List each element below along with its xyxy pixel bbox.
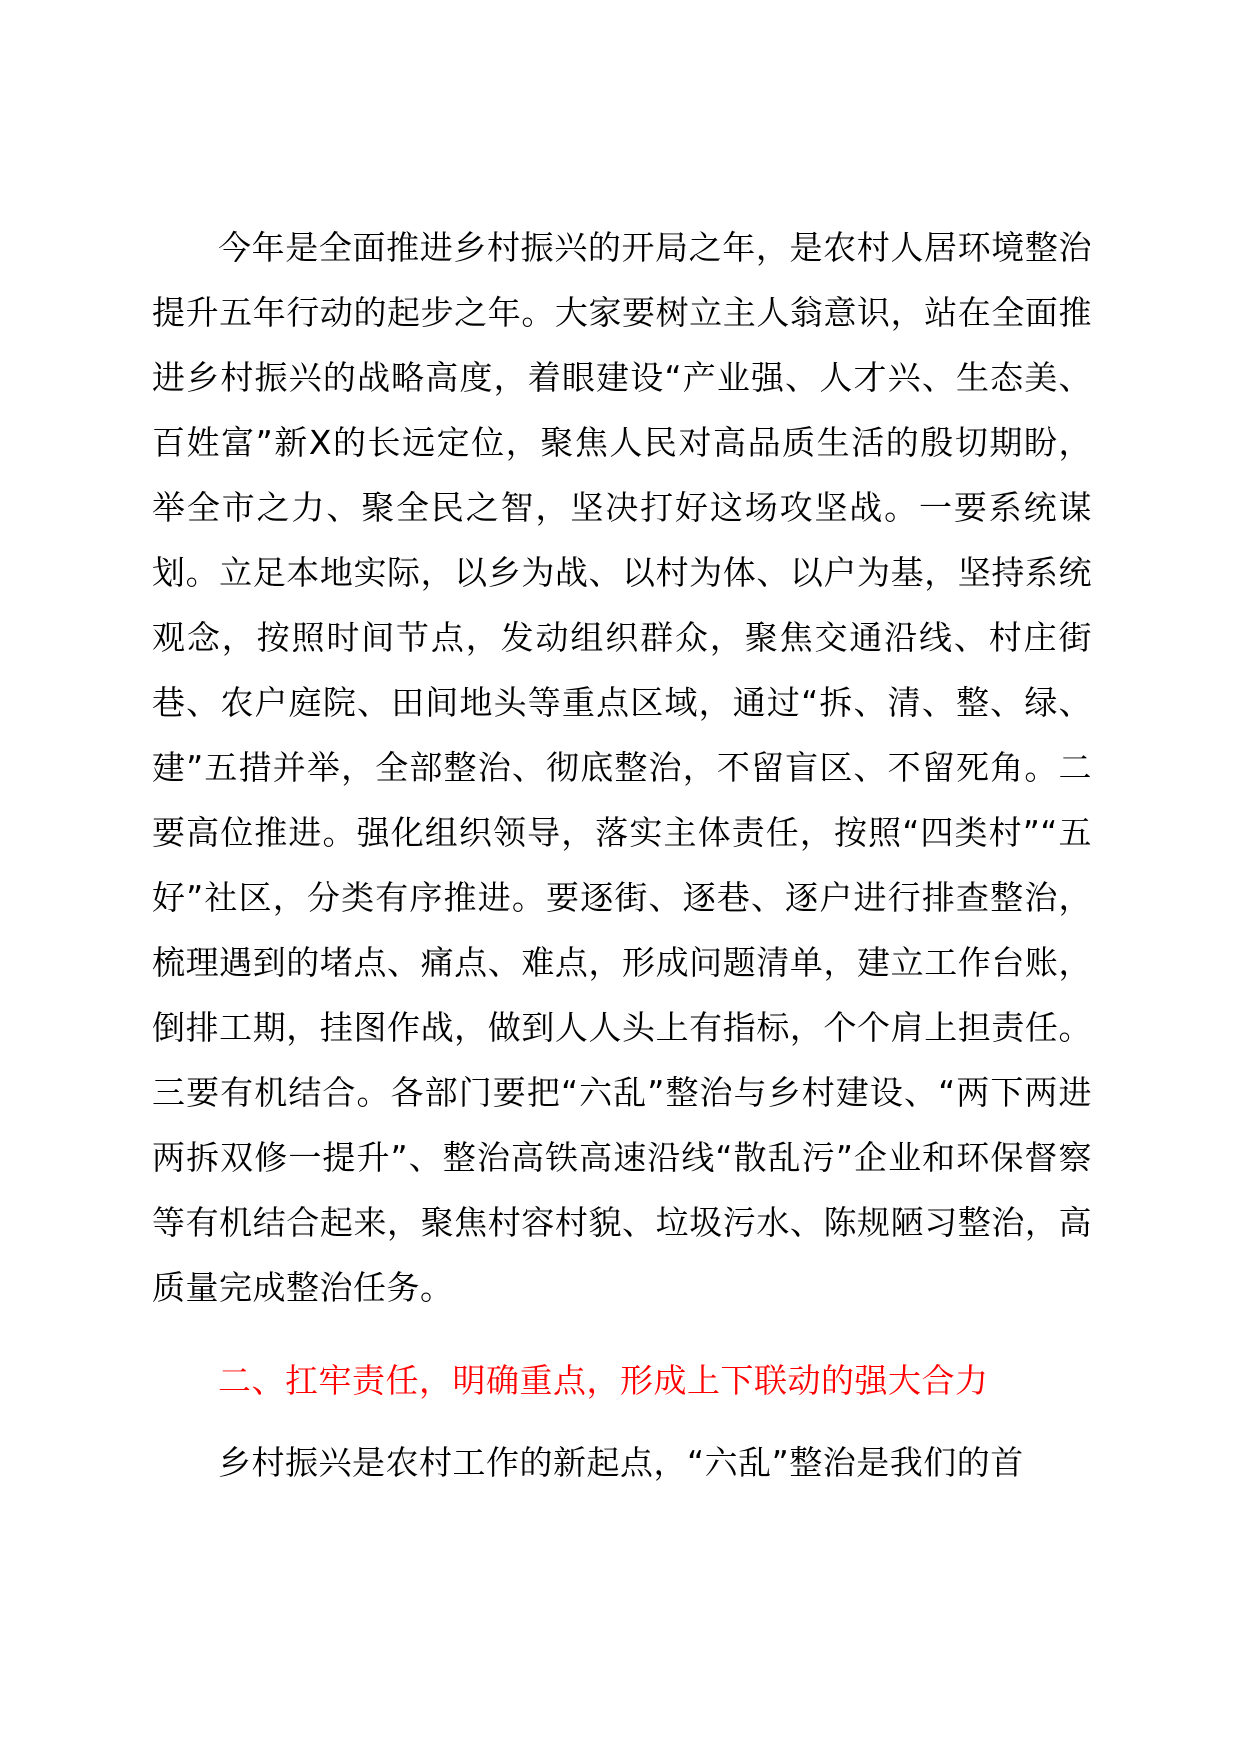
body-paragraph-2: 乡村振兴是农村工作的新起点，“六乱”整治是我们的首	[218, 1443, 1024, 1482]
body-paragraph-1: 今年是全面推进乡村振兴的开局之年，是农村人居环境整治提升五年行动的起步之年。大家要树立主人翁意识，站在全面推进乡村振兴的战略高度，着眼建设“产业强、人才兴、生态美、百姓富”新X的长远定位，聚焦人民对高品质生活的殷切期盼，举全市之力、聚全民之智，坚决打好这场攻坚战。一要系统谋划。立足本地实际，以乡为战、以村为体、以户为基，坚持系统观念，按照时间节点，发动组织群众，聚焦交通沿线、村庄街巷、农户庭院、田间地头等重点区域，通过“拆、清、整、绿、建”五措并举，全部整治、彻底整治，不留盲区、不留死角。二要高位推进。强化组织领导，落实主体责任，按照“四类村”“五好”社区，分类有序推进。要逐街、逐巷、逐户进行排查整治，梳理遇到的堵点、痛点、难点，形成问题清单，建立工作台账，倒排工期，挂图作战，做到人人头上有指标，个个肩上担责任。三要有机结合。各部门要把“六乱”整治与乡村建设、“两下两进两拆双修一提升”、整治高铁高速沿线“散乱污”企业和环保督察等有机结合起来，聚焦村容村貌、垃圾污水、陈规陋习整治，高质量完成整治任务。	[152, 228, 1092, 1307]
section-heading: 二、扛牢责任，明确重点，形成上下联动的强大合力	[218, 1361, 989, 1400]
